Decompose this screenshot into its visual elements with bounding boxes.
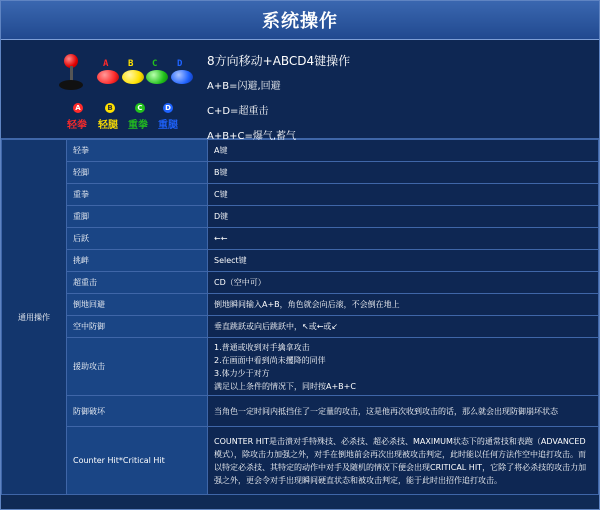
move-desc: CD（空中可） [208, 272, 599, 294]
button-c-icon [146, 70, 168, 84]
table-row [2, 427, 599, 495]
table-row [2, 184, 599, 206]
move-name: 挑衅 [67, 250, 208, 272]
move-desc-multiline [208, 338, 599, 396]
move-desc: A键 [208, 140, 599, 162]
move-name: Counter Hit*Critical Hit [67, 427, 208, 495]
controls-summary [207, 40, 599, 142]
button-letter-b: B [128, 59, 134, 69]
legend-b-label: 轻腿 [98, 120, 118, 131]
move-name: 防御破坏 [67, 396, 208, 427]
move-name: 超重击 [67, 272, 208, 294]
move-desc: B键 [208, 162, 599, 184]
group-label: 通用操作 [2, 140, 67, 495]
button-a-icon [97, 70, 119, 84]
button-d-icon [171, 70, 193, 84]
joystick-base [59, 80, 83, 90]
combo-line-1: A+B=闪避,回避 [207, 81, 281, 92]
move-name: 后跃 [67, 228, 208, 250]
button-letter-d: D [177, 59, 183, 69]
desc-line: 满足以上条件的情况下，同时按A+B+C [214, 381, 356, 391]
button-b-icon [122, 70, 144, 84]
table-row [2, 294, 599, 316]
legend-d-icon: D [163, 103, 173, 113]
table-row [2, 140, 599, 162]
move-name: 空中防御 [67, 316, 208, 338]
move-desc: C键 [208, 184, 599, 206]
legend-c-icon: C [135, 103, 145, 113]
table-row [2, 250, 599, 272]
combo-line-2: C+D=超重击 [207, 106, 269, 117]
move-desc: D键 [208, 206, 599, 228]
legend-a-label: 轻拳 [67, 120, 87, 131]
page-title: 系统操作 [1, 1, 599, 40]
move-name: 轻拳 [67, 140, 208, 162]
button-letter-c: C [152, 59, 158, 69]
button-letter-a: A [103, 59, 109, 69]
table-row [2, 396, 599, 427]
move-name: 援助攻击 [67, 338, 208, 396]
move-name: 重拳 [67, 184, 208, 206]
combo-line-3: A+B+C=爆气,蓄气 [207, 131, 296, 142]
desc-line: 3.体力少于对方 [214, 368, 270, 378]
move-name: 倒地回避 [67, 294, 208, 316]
move-desc: Select键 [208, 250, 599, 272]
move-desc: ←← [208, 228, 599, 250]
move-desc: 垂直跳跃或向后跳跃中，↖或←或↙ [208, 316, 599, 338]
controls-overview [1, 40, 599, 142]
legend-a-icon: A [73, 103, 83, 113]
table-row [2, 338, 599, 396]
table-row [2, 162, 599, 184]
legend-c-label: 重拳 [128, 120, 148, 131]
table-row [2, 206, 599, 228]
moves-table [1, 139, 599, 495]
move-name: 重脚 [67, 206, 208, 228]
desc-line: 2.在画面中看到尚未攫降的同伴 [214, 355, 326, 365]
move-name: 轻脚 [67, 162, 208, 184]
controls-headline: 8方向移动+ABCD4键操作 [207, 54, 351, 68]
table-row [2, 228, 599, 250]
table-row [2, 272, 599, 294]
move-desc: 当角色一定时间内抵挡住了一定量的攻击，这是他再次收到攻击的话，那么就会出现防御崩坏状态 [208, 396, 599, 427]
table-row [2, 316, 599, 338]
desc-line: 1.普通或收到对手擒拿攻击 [214, 342, 310, 352]
legend-d-label: 重腿 [158, 120, 178, 131]
controller-illustration [1, 40, 207, 138]
move-desc: COUNTER HIT是击溃对手特殊技、必杀技、超必杀技、MAXIMUM状态下的通常技和表跑（ADVANCED模式），除攻击力加强之外，对手在倒地前会再次出现被攻击判定，此时能以任何方法作空中追打攻击。而以特定必杀技、其特定的动作中对手及随机的情况下便会出现CRITICAL HIT，它除了将必杀技的攻击力加强之外，更会令对手出现瞬间硬直状态和被攻击判定，能于此时出招作追打攻击。 [208, 427, 599, 495]
legend-b-icon: B [105, 103, 115, 113]
move-desc: 倒地瞬间输入A+B，角色就会向后滚，不会倒在地上 [208, 294, 599, 316]
